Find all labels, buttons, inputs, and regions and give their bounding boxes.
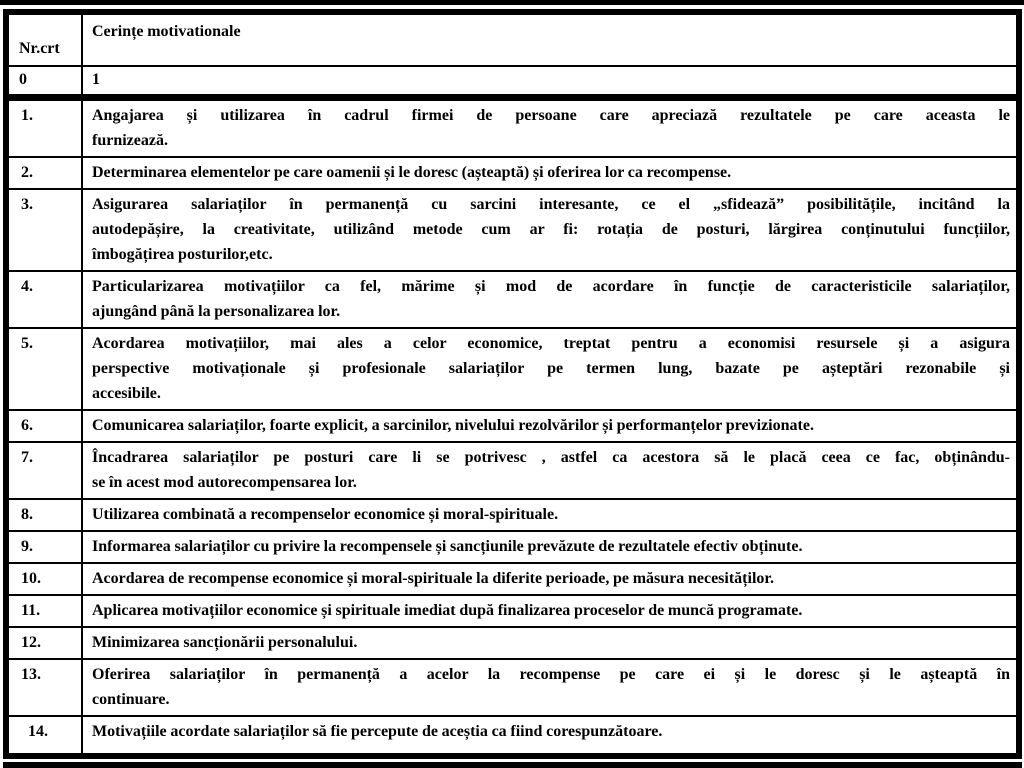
row-text-line: Motivațiile acordate salariaților să fie percepute de aceștia ca fiind corespunzătoare. bbox=[92, 723, 663, 740]
document-table bbox=[3, 9, 1022, 759]
row-text-cell bbox=[82, 328, 1019, 410]
row-number-cell: 12. bbox=[6, 627, 82, 659]
table-row bbox=[6, 595, 1019, 627]
table-row bbox=[6, 271, 1019, 328]
index-title-cell: 1 bbox=[82, 66, 1019, 98]
row-number-cell: 6. bbox=[6, 410, 82, 442]
row-number-cell: 5. bbox=[6, 328, 82, 410]
row-text-line: Aplicarea motivațiilor economice și spirituale imediat după finalizarea proceselor de muncă programate. bbox=[92, 602, 803, 619]
row-text-line: Informarea salariaților cu privire la recompensele și sancțiunile prevăzute de rezultatele efectiv obținute. bbox=[92, 538, 803, 555]
row-text-cell bbox=[82, 499, 1019, 531]
table-row bbox=[6, 189, 1019, 271]
row-text-line: Particularizarea motivațiilor ca fel, mărime și mod de acordare în funcție de caracteristicile salariaților, bbox=[92, 278, 1010, 295]
row-text-line: Minimizarea sancționării personalului. bbox=[92, 634, 358, 651]
table-row bbox=[6, 499, 1019, 531]
row-number-cell: 14. bbox=[6, 716, 82, 756]
row-number-cell: 13. bbox=[6, 659, 82, 716]
table-row bbox=[6, 328, 1019, 410]
header-nr-label: Nr.crt bbox=[6, 12, 82, 66]
row-text-cell bbox=[82, 595, 1019, 627]
row-number-cell: 1. bbox=[6, 98, 82, 158]
row-number-cell: 11. bbox=[6, 595, 82, 627]
row-text-line: continuare. bbox=[92, 691, 170, 708]
row-text-cell bbox=[82, 627, 1019, 659]
row-text-cell bbox=[82, 410, 1019, 442]
page-top-rule bbox=[0, 0, 1024, 5]
row-text-line: Acordarea motivațiilor, mai ales a celor economice, treptat pentru a economisi resursele și a asigura bbox=[92, 335, 1010, 352]
table-row bbox=[6, 563, 1019, 595]
table-body bbox=[6, 98, 1019, 757]
table-header-row bbox=[6, 12, 1019, 66]
table-row bbox=[6, 442, 1019, 499]
table-row bbox=[6, 716, 1019, 756]
row-text-line: se în acest mod autorecompensarea lor. bbox=[92, 474, 357, 491]
table-row bbox=[6, 157, 1019, 189]
row-text-line: autodepășire, la creativitate, utilizând metode cum ar fi: rotația de posturi, lărgirea conținutului funcțiilor, bbox=[92, 221, 1010, 238]
row-text-line: ajungând până la personalizarea lor. bbox=[92, 303, 341, 320]
row-text-line: Comunicarea salariaților, foarte explicit, a sarcinilor, nivelului rezolvărilor și performanțelor previzionate. bbox=[92, 417, 814, 434]
table-row bbox=[6, 98, 1019, 158]
row-text-cell bbox=[82, 98, 1019, 158]
row-number-cell: 10. bbox=[6, 563, 82, 595]
row-text-line: Asigurarea salariaților în permanență cu sarcini interesante, ce el „sfidează” posibilitățile, incitând la bbox=[92, 196, 1010, 213]
row-number-cell: 7. bbox=[6, 442, 82, 499]
row-text-cell bbox=[82, 271, 1019, 328]
row-text-cell bbox=[82, 157, 1019, 189]
row-number-cell: 8. bbox=[6, 499, 82, 531]
row-text-line: Determinarea elementelor pe care oamenii și le doresc (așteaptă) și oferirea lor ca recompense. bbox=[92, 164, 732, 181]
row-text-cell bbox=[82, 442, 1019, 499]
table-row bbox=[6, 531, 1019, 563]
table-row bbox=[6, 659, 1019, 716]
row-text-line: Angajarea și utilizarea în cadrul firmei de persoane care apreciază rezultatele pe care aceasta le bbox=[92, 107, 1010, 124]
row-number-cell: 4. bbox=[6, 271, 82, 328]
index-nr-cell: 0 bbox=[6, 66, 82, 98]
table-row bbox=[6, 410, 1019, 442]
row-text-line: perspective motivaționale și profesionale salariaților pe termen lung, bazate pe așteptări rezonabile și bbox=[92, 360, 1010, 377]
page-bottom-rule bbox=[3, 762, 1022, 768]
row-text-cell bbox=[82, 716, 1019, 756]
row-text-cell bbox=[82, 659, 1019, 716]
row-text-line: Acordarea de recompense economice și moral-spirituale la diferite perioade, pe măsura necesităților. bbox=[92, 570, 775, 587]
header-title-label: Cerințe motivationale bbox=[82, 12, 1019, 66]
row-text-line: accesibile. bbox=[92, 385, 161, 402]
table-index-row bbox=[6, 66, 1019, 98]
row-text-line: Oferirea salariaților în permanență a acelor la recompense pe care ei și le doresc și le așteaptă în bbox=[92, 666, 1010, 683]
table-row bbox=[6, 627, 1019, 659]
row-text-line: îmbogățirea posturilor,etc. bbox=[92, 246, 273, 263]
row-text-cell bbox=[82, 563, 1019, 595]
row-number-cell: 9. bbox=[6, 531, 82, 563]
row-text-cell bbox=[82, 189, 1019, 271]
row-text-line: Încadrarea salariaților pe posturi care li se potrivesc , astfel ca acestora să le placă ceea ce fac, obținându- bbox=[92, 449, 1010, 466]
row-text-cell bbox=[82, 531, 1019, 563]
row-text-line: furnizează. bbox=[92, 132, 168, 149]
row-number-cell: 3. bbox=[6, 189, 82, 271]
row-text-line: Utilizarea combinată a recompenselor economice și moral-spirituale. bbox=[92, 506, 559, 523]
row-number-cell: 2. bbox=[6, 157, 82, 189]
